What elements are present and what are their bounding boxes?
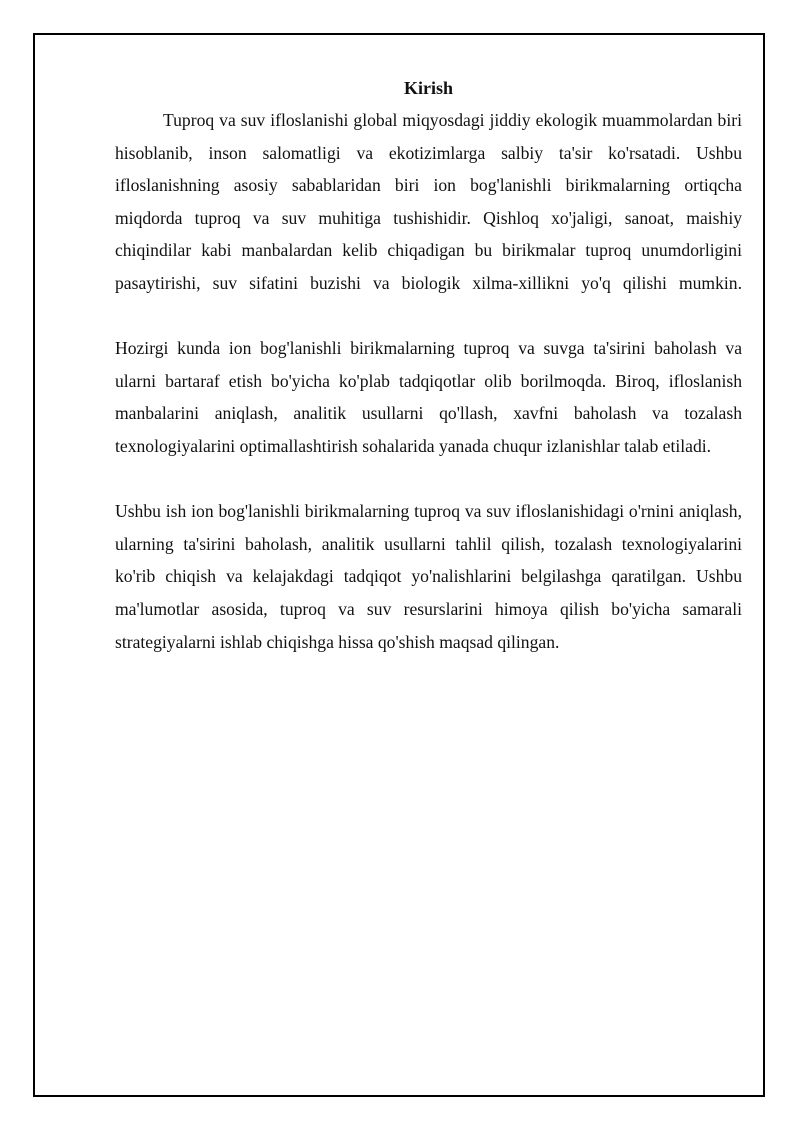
paragraph-aim: Ushbu ish ion bog'lanishli birikmalarning tuproq va suv ifloslanishidagi o'rnini aniqlash, ularning ta'sirini baholash, analitik usullarni tahlil qilish, tozalash texnologiyalarini ko'rib chiqish va kelajakdagi tadqiqot yo'nalishlarini belgilashga qaratilgan. Ushbu ma'lumotlar asosida, tuproq va suv resurslarini himoya qilish bo'yicha samarali strategiyalarni ishlab chiqishga hissa qo'shish maqsad qilingan. xyxy=(115,501,742,652)
paragraph-intro: Tuproq va suv ifloslanishi global miqyosdagi jiddiy ekologik muammolardan biri hisoblanib, inson salomatligi va ekotizimlarga salbiy ta'sir ko'rsatadi. Ushbu ifloslanishning asosiy sabablaridan biri ion bog'lanishli birikmalarning ortiqcha miqdorda tuproq va suv muhitiga tushishidir. Qishloq xo'jaligi, sanoat, maishiy chiqindilar kabi manbalardan kelib chiqadigan bu birikmalar tuproq unumdorligini pasaytirishi, suv sifatini buzishi va biologik xilma-xillikni yo'q qilishi mumkin. xyxy=(115,110,742,293)
document-body xyxy=(115,72,742,658)
document-title: Kirish xyxy=(403,78,453,98)
paragraph-research-status: Hozirgi kunda ion bog'lanishli birikmalarning tuproq va suvga ta'sirini baholash va ularni bartaraf etish bo'yicha ko'plab tadqiqotlar olib borilmoqda. Biroq, ifloslanish manbalarini aniqlash, analitik usullarni qo'llash, xavfni baholash va tozalash texnologiyalarini optimallashtirish sohalarida yanada chuqur izlanishlar talab etiladi. xyxy=(115,338,742,456)
paragraph-spacer xyxy=(115,463,742,496)
paragraph-spacer xyxy=(115,300,742,333)
